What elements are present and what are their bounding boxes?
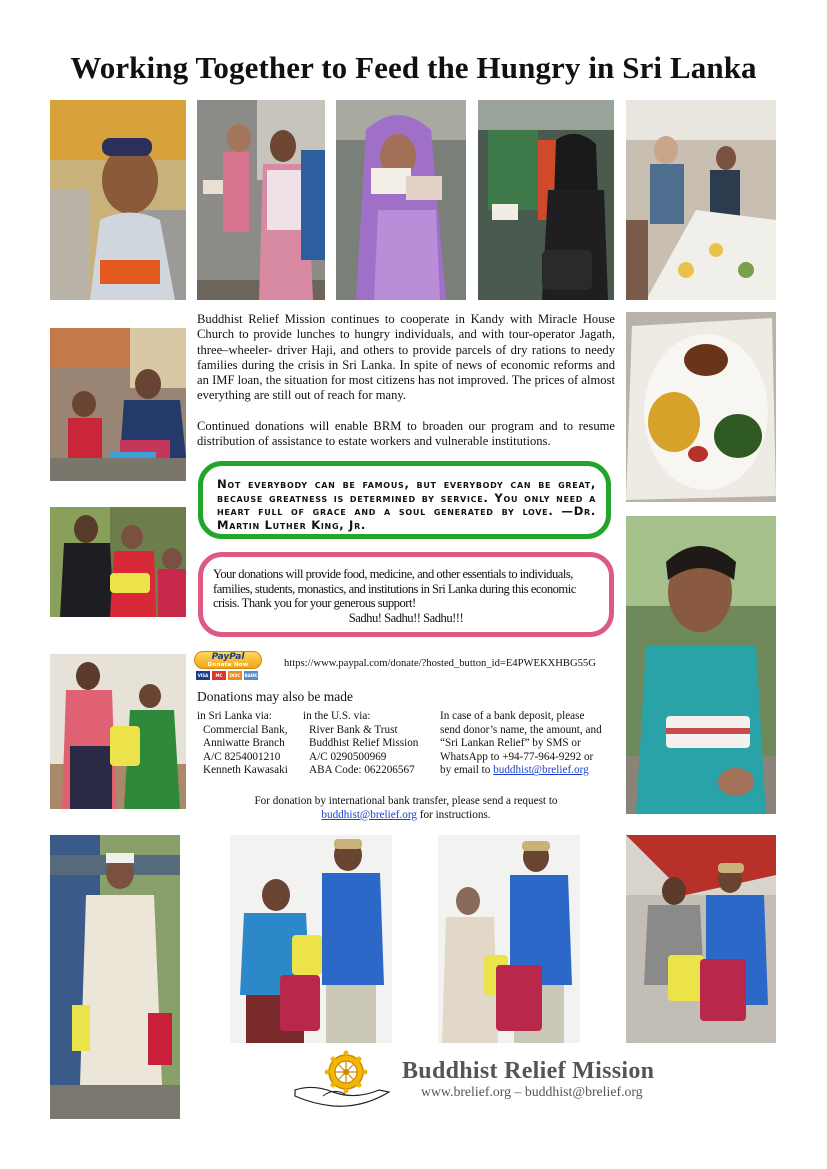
- photo-elderly-woman-purple-sari: [336, 100, 466, 300]
- page-title: Working Together to Feed the Hungry in Sri Lanka: [70, 50, 757, 85]
- deposit-email-prefix: by email to: [440, 764, 494, 777]
- deposit-email-link[interactable]: buddhist@brelief.org: [493, 764, 589, 777]
- us-bank-column: [303, 710, 418, 778]
- international-transfer-note: [197, 795, 615, 822]
- paypal-donate-label: Donate Now: [207, 662, 249, 668]
- srilanka-line: Commercial Bank,: [203, 723, 288, 736]
- photo-street-distribution: [197, 100, 325, 300]
- continuation-paragraph: Continued donations will enable BRM to broaden our program and to resume distribution of assistance to estate workers and vulnerable institutions.: [197, 419, 615, 449]
- dharma-wheel-logo: [293, 1050, 393, 1110]
- sadhu-line: Sadhu! Sadhu!! Sadhu!!!: [348, 610, 464, 625]
- appeal-text: Your donations will provide food, medicine, and other essentials to individuals, families, students, monastics, and institutions in Sri Lanka during this economic crisis. Thank you for your generous support!: [213, 567, 576, 611]
- photo-dry-rations-handover: [50, 654, 186, 809]
- us-line: Buddhist Relief Mission: [309, 737, 419, 750]
- deposit-line: send donor’s name, the amount, and: [440, 723, 602, 736]
- deposit-instructions: [440, 710, 602, 778]
- srilanka-line: Anniwatte Branch: [203, 737, 285, 750]
- deposit-line: WhatsApp to +94-77-964-9292 or: [440, 750, 594, 763]
- intro-paragraph: Buddhist Relief Mission continues to cooperate in Kandy with Miracle House Church to provide lunches to hungry individuals, and with tour-operator Jagath, three–wheeler- driver Haji, and others to provide parcels of dry rations to needy families during the crisis in Sri Lanka. In spite of news of economic reforms and an IMF loan, the situation for most citizens has not improved. The prices of almost everything are still out of reach for many.: [197, 312, 615, 403]
- intl-line: For donation by international bank transfer, please send a request to: [254, 795, 558, 807]
- discover-card-icon: DISC: [229, 673, 241, 678]
- bank-icon: BANK: [244, 673, 258, 678]
- photo-man-with-parcel: [50, 100, 186, 300]
- us-line: River Bank & Trust: [309, 723, 398, 736]
- photo-elderly-woman-receiving-bags: [438, 835, 580, 1043]
- photo-lunch-packing-table: [626, 100, 776, 300]
- srilanka-bank-column: [197, 710, 288, 778]
- photo-rice-bag-handover: [50, 507, 186, 617]
- photo-woman-receiving-bags: [230, 835, 392, 1043]
- quote-box: [198, 461, 611, 539]
- us-line: A/C 0290500969: [309, 750, 387, 763]
- mlk-quote: Not everybody can be famous, but everybody can be great, because greatness is determined by service. You only need a heart full of grace and a soul generated by love. —Dr. Martin Luther King, Jr.: [217, 477, 596, 532]
- paypal-logo: PayPal: [211, 652, 245, 662]
- paypal-url[interactable]: https://www.paypal.com/donate/?hosted_button_id=E4PWEKXHBG55G: [284, 658, 596, 669]
- us-heading: in the U.S. via:: [303, 710, 371, 722]
- deposit-line: “Sri Lankan Relief” by SMS or: [440, 737, 581, 750]
- srilanka-line: Kenneth Kawasaki: [203, 764, 288, 777]
- photo-rice-and-curry-meal: [626, 312, 776, 502]
- photo-parcels-roadside: [50, 328, 186, 481]
- paypal-donate-button[interactable]: [194, 651, 264, 681]
- donations-heading: Donations may also be made: [197, 689, 353, 704]
- deposit-line: In case of a bank deposit, please: [440, 710, 585, 722]
- footer-contact: www.brelief.org – buddhist@brelief.org: [421, 1084, 643, 1099]
- photo-woman-receiving-parcel: [478, 100, 614, 300]
- photo-man-in-white-robe: [50, 835, 180, 1119]
- mastercard-icon: MC: [212, 671, 226, 680]
- footer-org-name: Buddhist Relief Mission: [402, 1058, 655, 1084]
- intl-email-link[interactable]: buddhist@brelief.org: [321, 808, 417, 821]
- appeal-box: [198, 552, 614, 637]
- srilanka-heading: in Sri Lanka via:: [197, 710, 272, 722]
- srilanka-line: A/C 8254001210: [203, 750, 281, 763]
- us-line: ABA Code: 062206567: [309, 764, 415, 777]
- visa-card-icon: VISA: [197, 673, 209, 678]
- photo-two-men-with-bags: [626, 835, 776, 1043]
- intl-suffix: for instructions.: [416, 808, 491, 821]
- photo-smiling-woman-with-lunch: [626, 516, 776, 814]
